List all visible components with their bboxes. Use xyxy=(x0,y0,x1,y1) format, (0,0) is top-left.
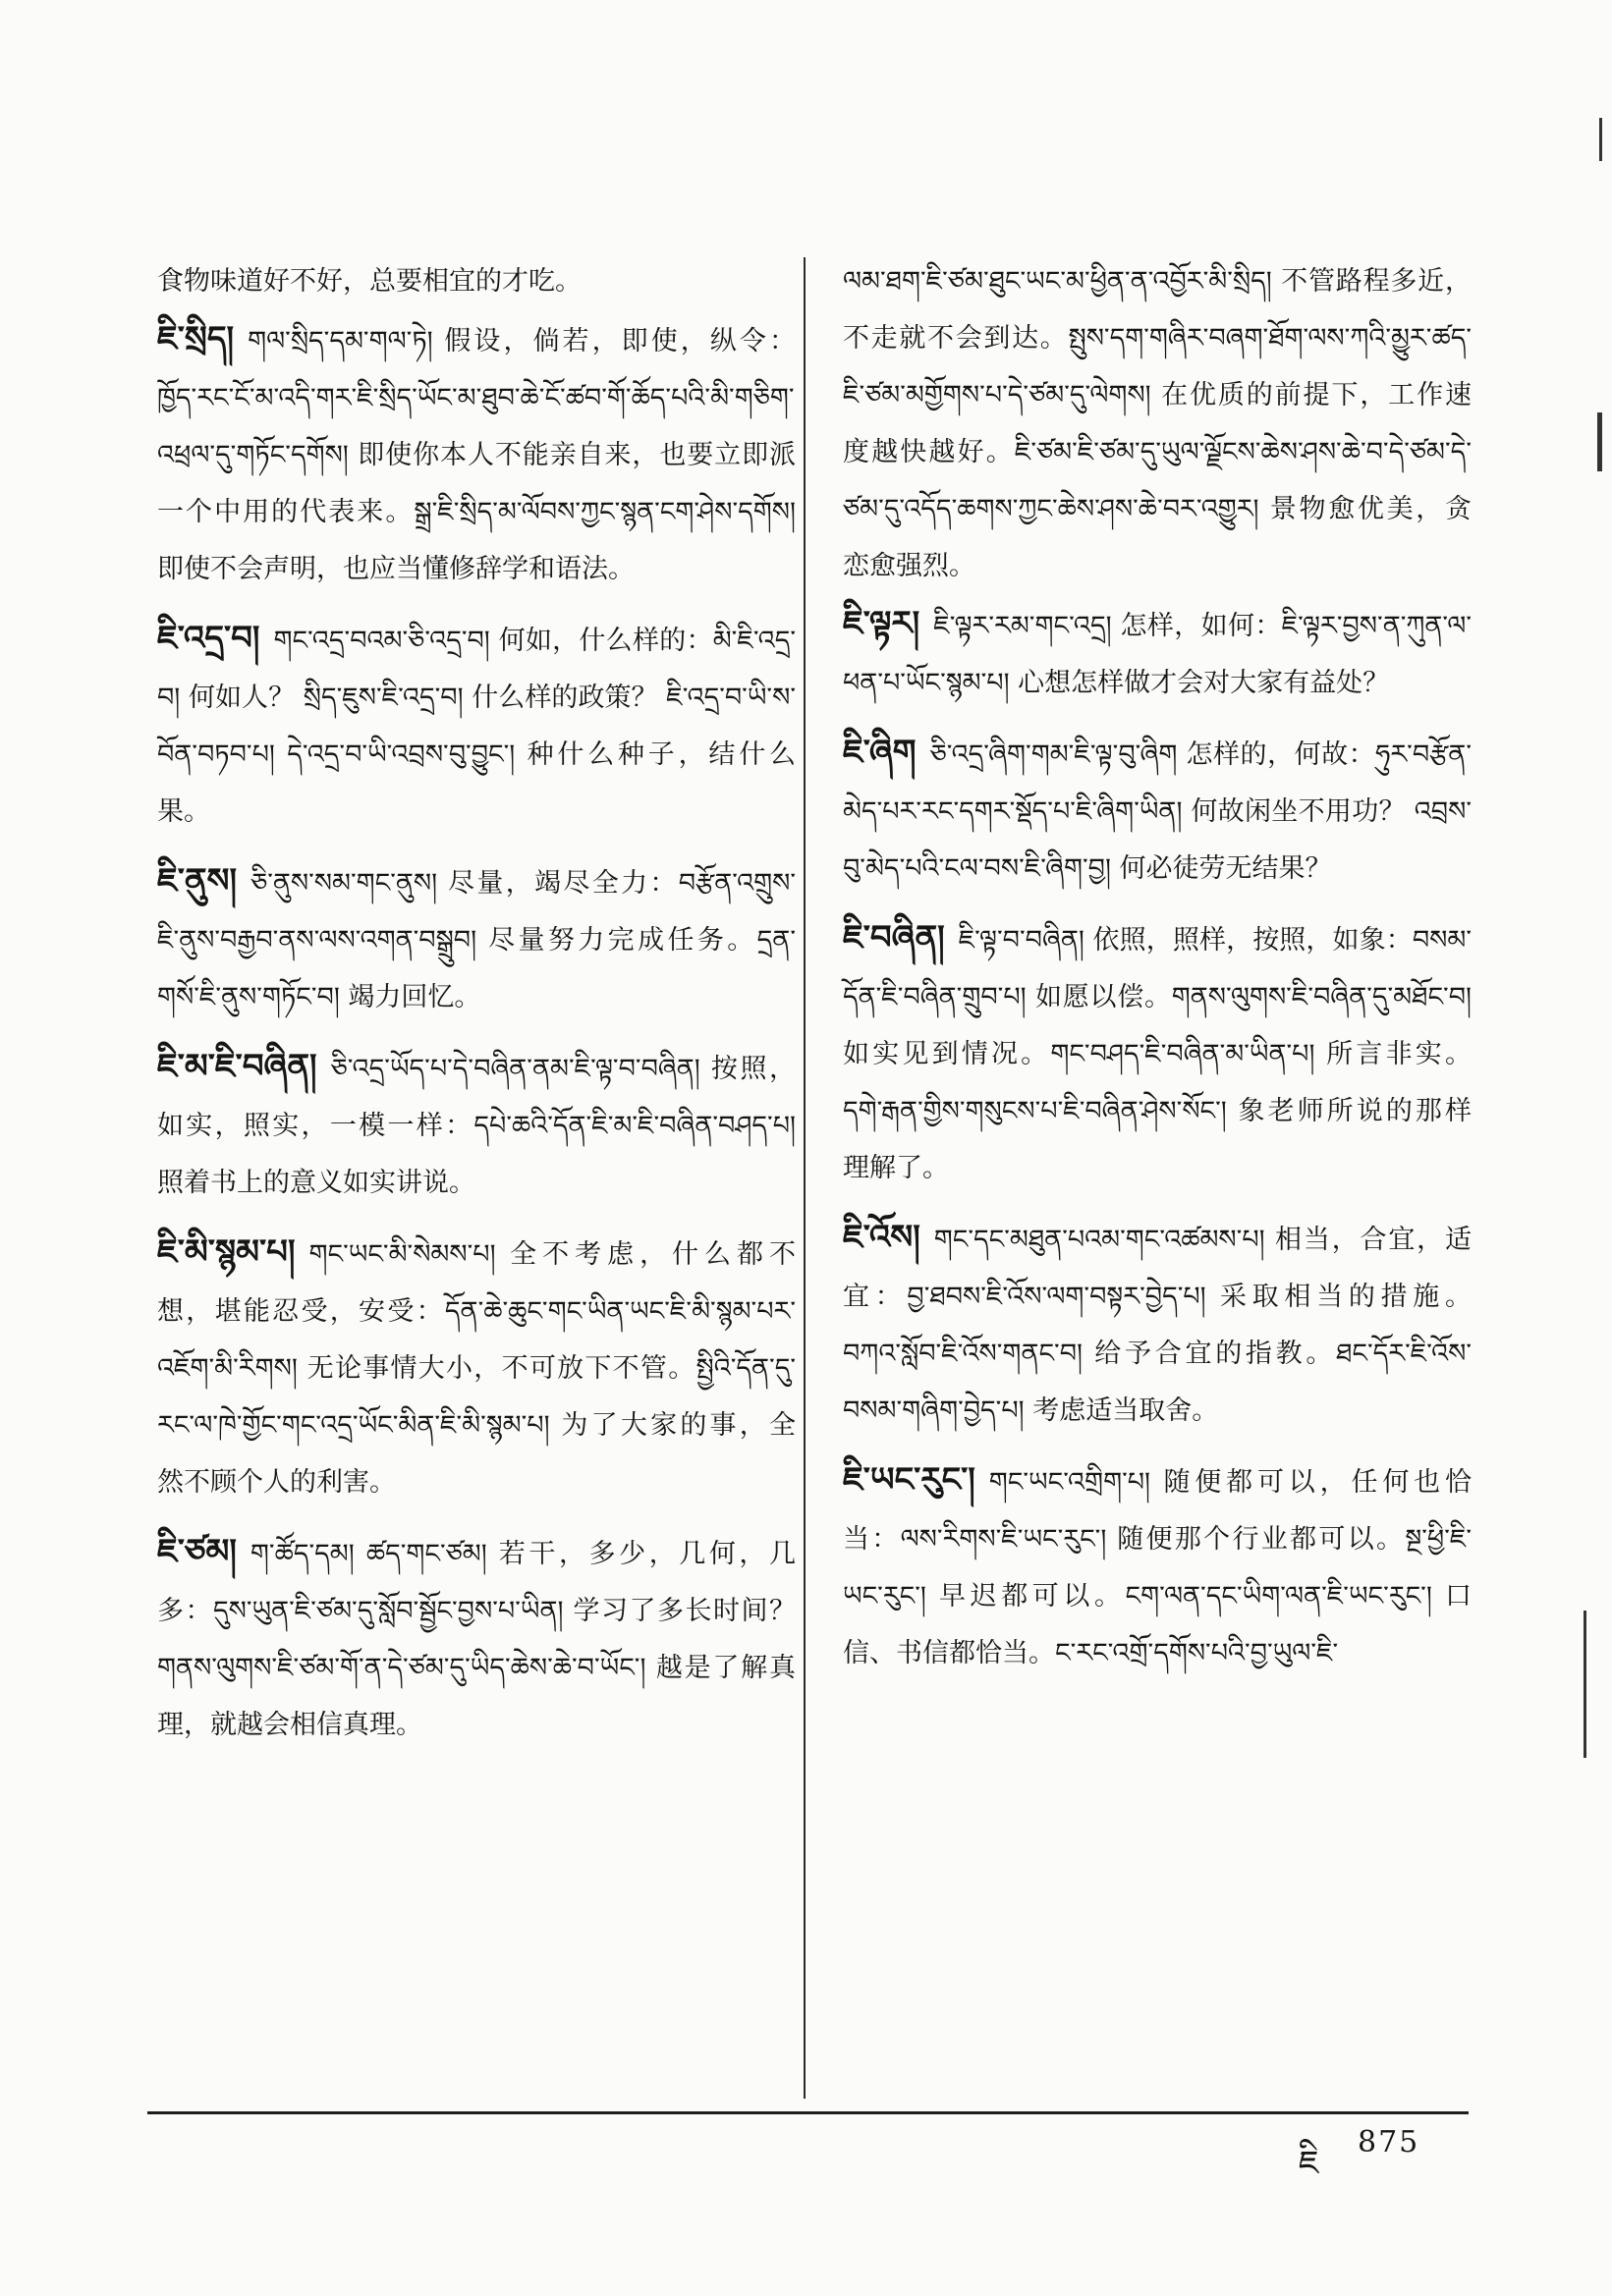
dictionary-entry xyxy=(157,852,796,1026)
entry-definition: གང་དང་མཐུན་པའམ་གང་འཚམས་པ། 相当，合宜，适宜：བྱ་ཐབས་ཇི་འོས་ལག་བསྟར་བྱེད་པ། 采取相当的措施。བཀའ་སློབ་ཇི་འོས་གནང་བ། 给予合宜的指教。ཐང་དོར་ཇི་འོས་བསམ་གཞིག་བྱེད་པ། 考虑适当取舍。 xyxy=(843,1225,1472,1426)
entry-headword: ཇི་འོས། xyxy=(843,1218,920,1257)
dictionary-entry xyxy=(843,909,1472,1197)
dictionary-entry xyxy=(157,1224,796,1511)
entry-headword: ཇི་སྲིད། xyxy=(157,319,235,358)
entry-definition: ཇི་ལྟར་རམ་གང་འདྲ། 怎样，如何：ཇི་ལྟར་བྱས་ན་ཀུན་ལ་ཕན་པ་ཡོང་སྙམ་པ། 心想怎样做才会对大家有益处？ xyxy=(843,611,1472,698)
dictionary-entry xyxy=(157,310,796,598)
entry-headword: ཇི་མ་ཇི་བཞིན། xyxy=(157,1047,317,1086)
entry-definition: ཅི་འདྲ་ཞིག་གམ་ཇི་ལྟ་བུ་ཞིག 怎样的，何故：ཧུར་བརྩོན་མེད་པར་རང་དགར་སྡོད་པ་ཇི་ཞིག་ཡིན། 何故闲坐不用功？ འབྲས་བུ་མེད་པའི་ངལ་བས་ཇི་ཞིག་བྱ། 何必徒劳无结果？ xyxy=(843,739,1472,884)
entry-headword: ཇི་མི་སྙམ་པ། xyxy=(157,1232,296,1272)
column-divider xyxy=(804,257,806,2099)
left-column xyxy=(157,253,796,1754)
entry-headword: ཇི་ནུས། xyxy=(157,861,238,901)
scan-edge-mark xyxy=(1584,1611,1586,1758)
dictionary-entry xyxy=(843,595,1472,712)
dictionary-entry xyxy=(157,1038,796,1212)
footer-rule xyxy=(147,2111,1469,2114)
entry-headword: ཇི་ཙམ། xyxy=(157,1532,237,1571)
entry-definition: ཅི་ནུས་སམ་གང་ནུས། 尽量，竭尽全力：བརྩོན་འགྲུས་ཇི་ནུས་བརྒྱབ་ནས་ལས་འགན་བསྒྲུབ། 尽量努力完成任务。དྲན་གསོ་ཇི་ནུས་གཏོང་བ། 竭力回忆。 xyxy=(157,868,796,1012)
dictionary-entry xyxy=(843,1209,1472,1440)
entry-definition: གལ་སྲིད་དམ་གལ་ཏེ། 假设，倘若，即使，纵令：ཁྱོད་རང་ངོ་མ་འདི་གར་ཇི་སྲིད་ཡོང་མ་ཐུབ་ཆེ་ངོ་ཚབ་གོ་ཆོད་པའི་མི་གཅིག་འཕྲལ་དུ་གཏོང་དགོས། 即使你本人不能亲自来，也要立即派一个中用的代表来。སྒྲ་ཇི་སྲིད་མ་ལོབས་ཀྱང་སྙན་ངག་ཤེས་དགོས། 即使不会声明，也应当懂修辞学和语法。 xyxy=(157,326,796,584)
entry-definition: ག་ཚོད་དམ། ཚད་གང་ཙམ། 若干，多少，几何，几多：དུས་ཡུན་ཇི་ཙམ་དུ་སློབ་སྦྱོང་བྱས་པ་ཡིན། 学习了多长时间？ གནས་ལུགས་ཇི་ཙམ་གོ་ན་དེ་ཙམ་དུ་ཡིད་ཆེས་ཆེ་བ་ཡོང་། 越是了解真理，就越会相信真理。 xyxy=(157,1539,796,1740)
continued-text: 食物味道好不好，总要相宜的才吃。 xyxy=(157,266,582,297)
dictionary-entry xyxy=(843,1451,1472,1682)
entry-headword: ཇི་ཡང་རུང་། xyxy=(843,1460,975,1500)
entry-definition: ཇི་ལྟ་བ་བཞིན། 依照，照样，按照，如象：བསམ་དོན་ཇི་བཞིན་གྲུབ་པ། 如愿以偿。གནས་ལུགས་ཇི་བཞིན་དུ་མཐོང་བ། 如实见到情况。གང་བཤད་ཇི་བཞིན་མ་ཡིན་པ། 所言非实。དགེ་རྒན་གྱིས་གསུངས་པ་ཇི་བཞིན་ཤེས་སོང་། 象老师所说的那样理解了。 xyxy=(843,925,1472,1183)
right-column xyxy=(843,253,1472,1682)
entry-definition: གང་ཡང་མི་སེམས་པ། 全不考虑，什么都不想，堪能忍受，安受：དོན་ཆེ་ཆུང་གང་ཡིན་ཡང་ཇི་མི་སྙམ་པར་འཇོག་མི་རིགས། 无论事情大小，不可放下不管。སྤྱིའི་དོན་དུ་རང་ལ་ཁེ་གྱོང་གང་འདྲ་ཡོང་མིན་ཇི་མི་སྙམ་པ། 为了大家的事，全然不顾个人的利害。 xyxy=(157,1239,796,1498)
entry-definition: ཅི་འདྲ་ཡོད་པ་དེ་བཞིན་ནམ་ཇི་ལྟ་བ་བཞིན། 按照，如实，照实，一模一样：དཔེ་ཆའི་དོན་ཇི་མ་ཇི་བཞིན་བཤད་པ། 照着书上的意义如实讲说。 xyxy=(157,1054,796,1198)
entry-list xyxy=(843,595,1472,1682)
dictionary-entry xyxy=(157,610,796,841)
entry-list xyxy=(157,310,796,1754)
dictionary-entry xyxy=(157,1523,796,1754)
entry-definition: གང་ཡང་འགྲིག་པ། 随便都可以，任何也恰当：ལས་རིགས་ཇི་ཡང་རུང་། 随便那个行业都可以。སྔ་ཕྱི་ཇི་ཡང་རུང་། 早迟都可以。ངག་ལན་དང་ཡིག་ལན་ཇི་ཡང་རུང་། 口信、书信都恰当。ང་རང་འགྲོ་དགོས་པའི་བྱ་ཡུལ་ཇི་ xyxy=(843,1467,1472,1668)
dictionary-entry xyxy=(843,724,1472,898)
scan-edge-mark xyxy=(1597,412,1602,471)
entry-headword: ཇི་ཞིག xyxy=(843,733,917,772)
entry-headword: ཇི་འདྲ་བ། xyxy=(157,619,260,658)
scan-edge-mark xyxy=(1599,118,1602,161)
entry-headword: ཇི་བཞིན། xyxy=(843,918,945,957)
running-head-letter: ཇི xyxy=(1299,2144,1319,2183)
entry-headword: ཇི་ལྟར། xyxy=(843,604,920,643)
continued-text: ལམ་ཐག་ཇི་ཙམ་ཐུང་ཡང་མ་ཕྱིན་ན་འབྱོར་མི་སྲིད། 不管路程多近，不走就不会到达。སྤུས་དག་གཞིར་བཞག་ཐོག་ལས་ཀའི་མྱུར་ཚད་ཇི་ཙམ་མགྱོགས་པ་དེ་ཙམ་དུ་ལེགས། 在优质的前提下，工作速度越快越好。ཇི་ཙམ་ཇི་ཙམ་དུ་ཡུལ་ལྗོངས་ཆེས་ཤས་ཆེ་བ་དེ་ཙམ་དེ་ཙམ་དུ་འདོད་ཆགས་ཀྱང་ཆེས་ཤས་ཆེ་བར་འགྱུར། 景物愈优美，贪恋愈强烈。 xyxy=(843,266,1472,581)
page-number: 875 xyxy=(1358,2125,1420,2159)
entry-definition: གང་འདྲ་བའམ་ཅི་འདྲ་བ། 何如，什么样的：མི་ཇི་འདྲ་བ། 何如人？ སྲིད་ཇུས་ཇི་འདྲ་བ། 什么样的政策？ ཇི་འདྲ་བ་ཡི་ས་བོན་བཏབ་པ། དེ་འདྲ་བ་ཡི་འབྲས་བུ་བྱུང་། 种什么种子，结什么果。 xyxy=(157,626,796,827)
